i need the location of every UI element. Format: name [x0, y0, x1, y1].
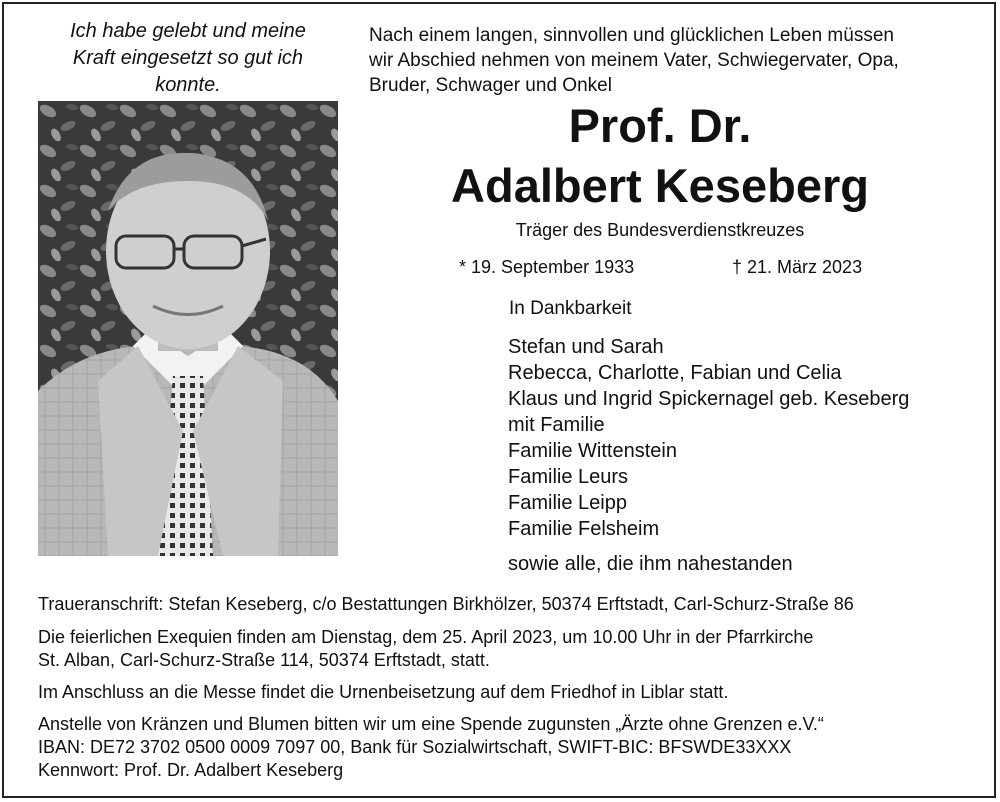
list-item: Familie Leipp: [508, 492, 627, 514]
name-full: Adalbert Keseberg: [451, 159, 869, 212]
thanks-line: In Dankbarkeit: [509, 298, 632, 319]
list-item: Familie Leurs: [508, 466, 629, 488]
birth-date: * 19. September 1933: [459, 257, 635, 277]
list-item: Stefan und Sarah: [508, 336, 664, 358]
info-line: Im Anschluss an die Messe findet die Urnenbeisetzung auf dem Friedhof in Liblar statt.: [38, 682, 729, 702]
list-item: Familie Wittenstein: [508, 440, 677, 462]
info-line: Kennwort: Prof. Dr. Adalbert Keseberg: [38, 760, 344, 780]
award-line: Träger des Bundesverdienstkreuzes: [515, 220, 805, 240]
info-line: St. Alban, Carl-Schurz-Straße 114, 50374 Erftstadt, statt.: [38, 650, 490, 670]
list-item: Klaus und Ingrid Spickernagel geb. Keseberg: [508, 388, 910, 410]
info-line: Die feierlichen Exequien finden am Dienstag, dem 25. April 2023, um 10.00 Uhr in der Pfarrkirche: [38, 627, 814, 647]
list-item: Rebecca, Charlotte, Fabian und Celia: [508, 362, 842, 384]
intro-line: Nach einem langen, sinnvollen und glücklichen Leben müssen: [369, 25, 894, 46]
mourners-list: [508, 334, 909, 542]
burial-info: [38, 681, 988, 704]
list-item: mit Familie: [508, 414, 605, 436]
exequien-info: [38, 626, 988, 672]
info-line: Traueranschrift: Stefan Keseberg, c/o Bestattungen Birkhölzer, 50374 Erftstadt, Carl-Schurz-Straße 86: [38, 594, 854, 614]
motto-line: konnte.: [155, 74, 221, 96]
intro-text: [369, 23, 979, 98]
motto-line: Ich habe gelebt und meine: [70, 20, 306, 42]
also-line: sowie alle, die ihm nahestanden: [508, 553, 793, 575]
funeral-address: [38, 593, 988, 616]
intro-line: Bruder, Schwager und Onkel: [369, 75, 612, 96]
info-line: Anstelle von Kränzen und Blumen bitten wir um eine Spende zugunsten „Ärzte ohne Grenzen e.V.“: [38, 714, 824, 734]
donation-info: [38, 713, 988, 782]
motto-line: Kraft eingesetzt so gut ich: [72, 47, 304, 69]
info-line: IBAN: DE72 3702 0500 0009 7097 00, Bank für Sozialwirtschaft, SWIFT-BIC: BFSWDE33XXX: [38, 737, 792, 757]
name-title: Prof. Dr.: [568, 99, 752, 152]
death-date: † 21. März 2023: [732, 257, 863, 277]
portrait-photo: [38, 101, 338, 556]
intro-line: wir Abschied nehmen von meinem Vater, Schwiegervater, Opa,: [369, 50, 899, 71]
list-item: Familie Felsheim: [508, 518, 660, 540]
motto-quote: [38, 18, 338, 99]
